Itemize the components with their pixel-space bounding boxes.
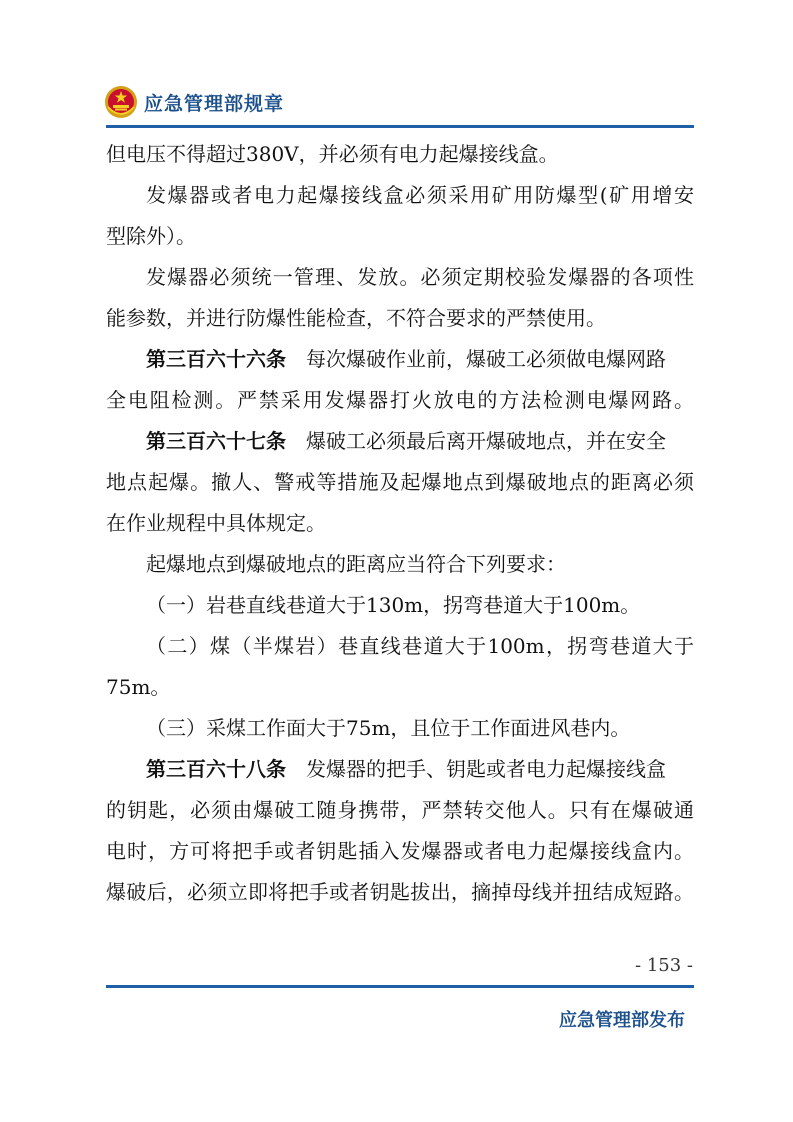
- footer-divider: [106, 985, 694, 988]
- header-divider: [106, 125, 694, 128]
- article-first-line: [106, 339, 694, 380]
- paragraph-line: （三）采煤工作面大于75m，且位于工作面进风巷内。: [146, 716, 631, 740]
- paragraph-line: 电时，方可将把手或者钥匙插入发爆器或者电力起爆接线盒内。: [106, 839, 694, 863]
- paragraph-line: 发爆器或者电力起爆接线盒必须采用矿用防爆型(矿用增安: [146, 183, 694, 207]
- paragraph-line: 爆破后，必须立即将把手或者钥匙拔出，摘掉母线并扭结成短路。: [106, 880, 694, 904]
- paragraph-line: 爆破工必须最后离开爆破地点，并在安全: [306, 429, 666, 453]
- paragraph-line: 能参数，并进行防爆性能检查，不符合要求的严禁使用。: [106, 306, 606, 330]
- paragraph-line: 发爆器的把手、钥匙或者电力起爆接线盒: [306, 757, 666, 781]
- page-header: [104, 82, 284, 122]
- article-first-line: [106, 749, 694, 790]
- article-first-line: [106, 421, 694, 462]
- document-body: [106, 134, 694, 913]
- paragraph-line: 起爆地点到爆破地点的距离应当符合下列要求：: [146, 552, 566, 576]
- paragraph-line: 但电压不得超过380V，并必须有电力起爆接线盒。: [106, 142, 559, 166]
- footer-publisher: 应急管理部发布: [559, 1010, 685, 1031]
- paragraph-line: 每次爆破作业前，爆破工必须做电爆网路: [306, 347, 666, 371]
- article-number: 第三百六十八条: [146, 757, 286, 781]
- national-emblem-icon: [104, 85, 138, 119]
- article-number: 第三百六十七条: [146, 429, 286, 453]
- paragraph-line: 地点起爆。撤人、警戒等措施及起爆地点到爆破地点的距离必须: [106, 470, 694, 494]
- paragraph-line: 全电阻检测。严禁采用发爆器打火放电的方法检测电爆网路。: [106, 388, 694, 412]
- paragraph-line: （一）岩巷直线巷道大于130m，拐弯巷道大于100m。: [146, 593, 641, 617]
- paragraph-line: 在作业规程中具体规定。: [106, 511, 326, 535]
- paragraph-line: （二）煤（半煤岩）巷直线巷道大于100m，拐弯巷道大于: [146, 634, 694, 658]
- paragraph-line: 型除外）。: [106, 224, 196, 248]
- paragraph-line: 75m。: [106, 675, 171, 699]
- article-number: 第三百六十六条: [146, 347, 286, 371]
- paragraph-line: 的钥匙，必须由爆破工随身携带，严禁转交他人。只有在爆破通: [106, 798, 694, 822]
- header-title: 应急管理部规章: [144, 92, 285, 115]
- page-number: - 153 -: [635, 955, 693, 976]
- paragraph-line: 发爆器必须统一管理、发放。必须定期校验发爆器的各项性: [146, 265, 694, 289]
